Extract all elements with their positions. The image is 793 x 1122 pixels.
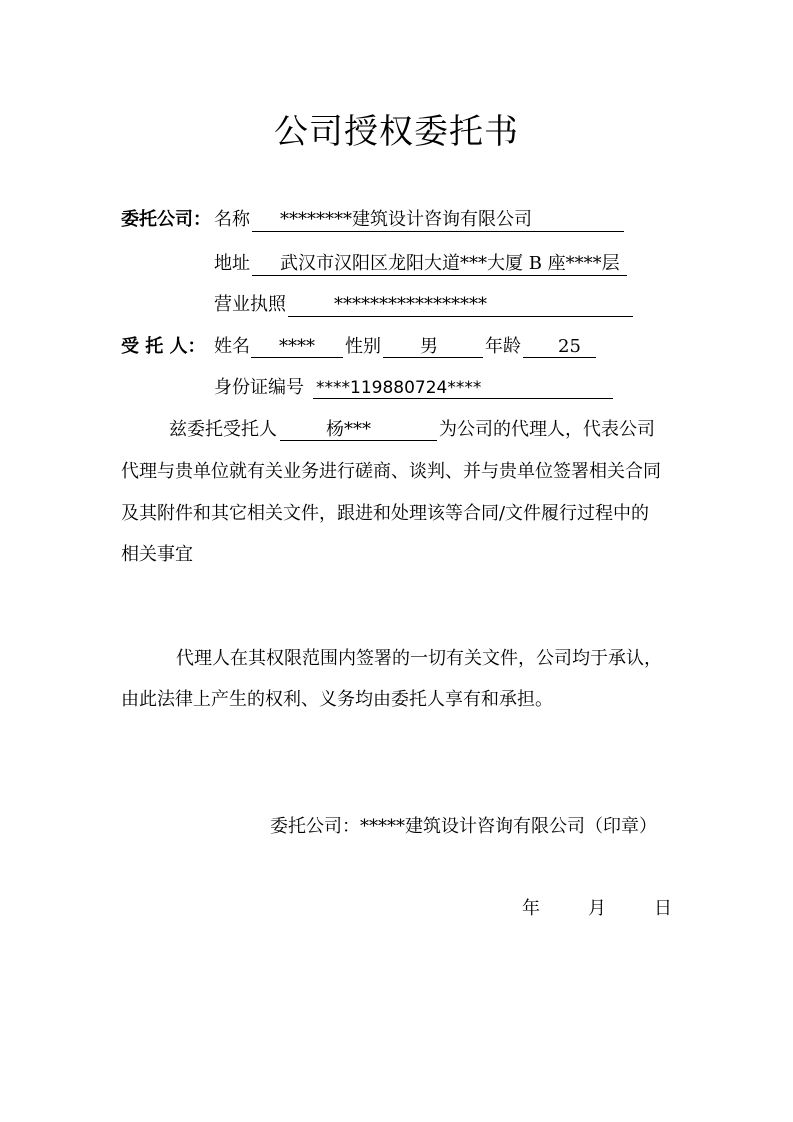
- p2-line2: 由此法律上产生的权利、义务均由委托人享有和承担。: [121, 689, 553, 710]
- signature-year: 年: [522, 898, 540, 919]
- agent-id-value: ****119880724****: [316, 378, 482, 398]
- principal-label: 委托公司：: [121, 209, 211, 230]
- agent-label: 受 托 人：: [121, 336, 206, 357]
- principal-license-value: *****************: [334, 294, 487, 315]
- signature-company: 委托公司：*****建筑设计咨询有限公司（印章）: [270, 816, 657, 837]
- agent-gender-value: 男: [420, 336, 438, 357]
- principal-address-label: 地址: [214, 253, 250, 274]
- principal-name-label: 名称: [214, 209, 250, 230]
- agent-name-value: ****: [279, 336, 315, 357]
- principal-address-value: 武汉市汉阳区龙阳大道***大厦 B 座****层: [280, 253, 620, 274]
- p2-line1: 代理人在其权限范围内签署的一切有关文件，公司均于承认，: [176, 648, 662, 669]
- principal-name-value: ********建筑设计咨询有限公司: [280, 209, 532, 230]
- agent-age-value: 25: [558, 336, 581, 357]
- p1-agent-value: 杨***: [326, 419, 371, 440]
- agent-name-label: 姓名: [214, 336, 250, 357]
- principal-license-label: 营业执照: [214, 294, 286, 315]
- p1-suffix: 为公司的代理人，代表公司: [439, 419, 655, 440]
- agent-gender-label: 性别: [345, 336, 381, 357]
- p1-prefix: 兹委托受托人: [169, 419, 277, 440]
- agent-id-label: 身份证编号: [214, 377, 304, 398]
- document-title: 公司授权委托书: [274, 112, 519, 152]
- p1-line4: 相关事宜: [121, 544, 193, 565]
- p1-line3: 及其附件和其它相关文件，跟进和处理该等合同/文件履行过程中的: [121, 503, 650, 524]
- agent-age-label: 年龄: [485, 336, 521, 357]
- p1-line2: 代理与贵单位就有关业务进行磋商、谈判、并与贵单位签署相关合同: [121, 461, 661, 482]
- signature-month: 月: [588, 898, 606, 919]
- signature-day: 日: [654, 898, 672, 919]
